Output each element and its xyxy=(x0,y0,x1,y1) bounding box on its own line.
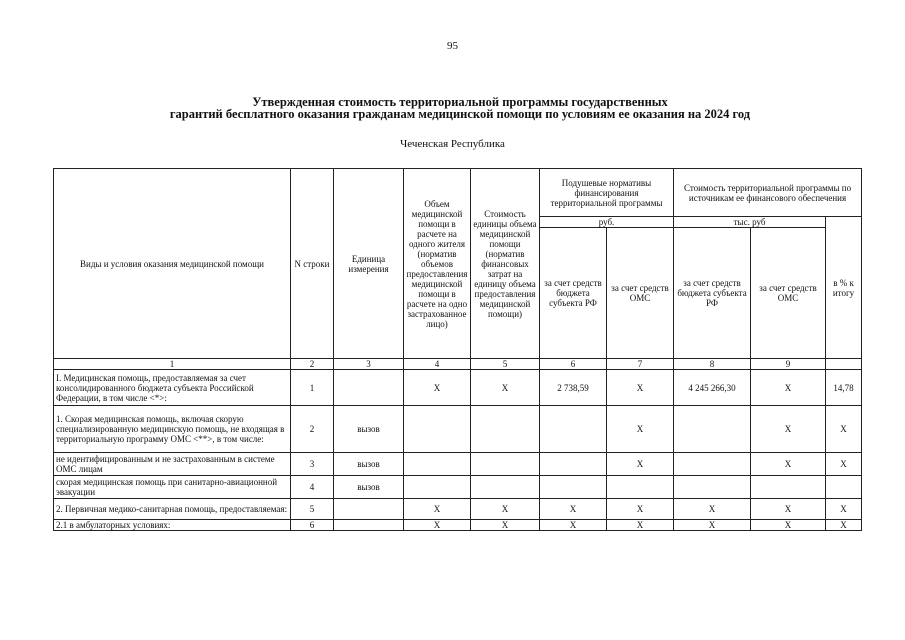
row-name: не идентифицированным и не застрахованным в системе ОМС лицам xyxy=(54,453,291,476)
row-name: 2. Первичная медико-санитарная помощь, предоставляемая: xyxy=(54,499,291,520)
row-cost: X xyxy=(471,520,540,531)
header-oms: за счет средств ОМС xyxy=(607,228,674,359)
title-line-2: гарантий бесплатного оказания гражданам медицинской помощи по условиям ее оказания на 2024 год xyxy=(169,107,751,121)
row-cost-oms: X xyxy=(751,520,826,531)
title-line-1: Утвержденная стоимость территориальной программы государственных xyxy=(252,95,668,109)
row-name: скорая медицинская помощь при санитарно-авиационной эвакуации xyxy=(54,476,291,499)
row-no: 3 xyxy=(291,453,334,476)
header-types: Виды и условия оказания медицинской помощи xyxy=(54,169,291,359)
row-cost-budget xyxy=(674,476,751,499)
row-percap-oms: X xyxy=(607,370,674,406)
header-rub: руб. xyxy=(540,217,674,228)
header-row-1 xyxy=(54,169,862,217)
row-percent: X xyxy=(826,406,862,453)
header-subj-budget-2: за счет средств бюджета субъекта РФ xyxy=(674,228,751,359)
row-volume xyxy=(404,476,471,499)
header-subj-budget: за счет средств бюджета субъекта РФ xyxy=(540,228,607,359)
row-volume: X xyxy=(404,499,471,520)
col-number: 2 xyxy=(291,359,334,370)
row-no: 2 xyxy=(291,406,334,453)
row-percap-budget: 2 738,59 xyxy=(540,370,607,406)
row-percent: X xyxy=(826,453,862,476)
row-volume: X xyxy=(404,370,471,406)
row-unit xyxy=(334,370,404,406)
col-number: 9 xyxy=(751,359,826,370)
row-percap-oms xyxy=(607,476,674,499)
table-row xyxy=(54,370,862,406)
header-percap: Подушевые нормативы финансирования территориальной программы xyxy=(540,169,674,217)
table-row xyxy=(54,406,862,453)
row-name: 1. Скорая медицинская помощь, включая скорую специализированную медицинскую помощь, не входящая в территориальную программу ОМС <**>, в том числе: xyxy=(54,406,291,453)
col-number: 4 xyxy=(404,359,471,370)
row-percent: X xyxy=(826,499,862,520)
cost-table xyxy=(53,168,862,531)
row-cost xyxy=(471,453,540,476)
row-no: 4 xyxy=(291,476,334,499)
row-no: 6 xyxy=(291,520,334,531)
col-number: 3 xyxy=(334,359,404,370)
col-number: 8 xyxy=(674,359,751,370)
row-cost-budget xyxy=(674,453,751,476)
header-percent: в % к итогу xyxy=(826,217,862,359)
row-percap-budget xyxy=(540,406,607,453)
row-volume: X xyxy=(404,520,471,531)
col-number: 1 xyxy=(54,359,291,370)
row-percap-budget: X xyxy=(540,520,607,531)
table-row xyxy=(54,453,862,476)
col-number: 6 xyxy=(540,359,607,370)
row-unit xyxy=(334,520,404,531)
row-name: I. Медицинская помощь, предоставляемая за счет консолидированного бюджета субъекта Российской Федерации, в том числе <*>: xyxy=(54,370,291,406)
row-unit: вызов xyxy=(334,453,404,476)
row-volume xyxy=(404,453,471,476)
row-cost xyxy=(471,476,540,499)
row-volume xyxy=(404,406,471,453)
header-volume: Объем медицинской помощи в расчете на одного жителя (норматив объемов предоставления медицинской помощи в расчете на одно застрахованное лицо) xyxy=(404,169,471,359)
row-cost-budget xyxy=(674,406,751,453)
row-cost: X xyxy=(471,370,540,406)
row-percap-budget xyxy=(540,476,607,499)
region-name: Чеченская Республика xyxy=(400,138,505,150)
header-cost: Стоимость единицы объема медицинской помощи (норматив финансовых затрат на единицу объема предоставления медицинской помощи) xyxy=(471,169,540,359)
row-percent: 14,78 xyxy=(826,370,862,406)
row-no: 5 xyxy=(291,499,334,520)
col-number: 5 xyxy=(471,359,540,370)
col-number: 7 xyxy=(607,359,674,370)
document-title xyxy=(60,96,860,120)
row-percap-budget xyxy=(540,453,607,476)
row-percap-oms: X xyxy=(607,453,674,476)
row-cost xyxy=(471,406,540,453)
row-name: 2.1 в амбулаторных условиях: xyxy=(54,520,291,531)
row-no: 1 xyxy=(291,370,334,406)
header-cost-program: Стоимость территориальной программы по источникам ее финансового обеспечения xyxy=(674,169,862,217)
table-row xyxy=(54,476,862,499)
row-cost-oms xyxy=(751,476,826,499)
header-row-no: N строки xyxy=(291,169,334,359)
page-number: 95 xyxy=(447,40,458,52)
row-unit: вызов xyxy=(334,476,404,499)
row-cost-oms: X xyxy=(751,453,826,476)
table-row xyxy=(54,520,862,531)
header-unit: Единица измерения xyxy=(334,169,404,359)
row-percent xyxy=(826,476,862,499)
row-cost-oms: X xyxy=(751,406,826,453)
row-unit xyxy=(334,499,404,520)
column-number-row xyxy=(54,359,862,370)
header-thousand-rub: тыс. руб xyxy=(674,217,826,228)
row-percap-budget: X xyxy=(540,499,607,520)
table-row xyxy=(54,499,862,520)
row-unit: вызов xyxy=(334,406,404,453)
row-percent: X xyxy=(826,520,862,531)
row-cost-oms: X xyxy=(751,370,826,406)
row-percap-oms: X xyxy=(607,520,674,531)
row-cost-budget: 4 245 266,30 xyxy=(674,370,751,406)
row-cost-oms: X xyxy=(751,499,826,520)
row-cost-budget: X xyxy=(674,520,751,531)
header-oms-2: за счет средств ОМС xyxy=(751,228,826,359)
row-cost-budget: X xyxy=(674,499,751,520)
row-percap-oms: X xyxy=(607,406,674,453)
col-number xyxy=(826,359,862,370)
row-percap-oms: X xyxy=(607,499,674,520)
row-cost: X xyxy=(471,499,540,520)
